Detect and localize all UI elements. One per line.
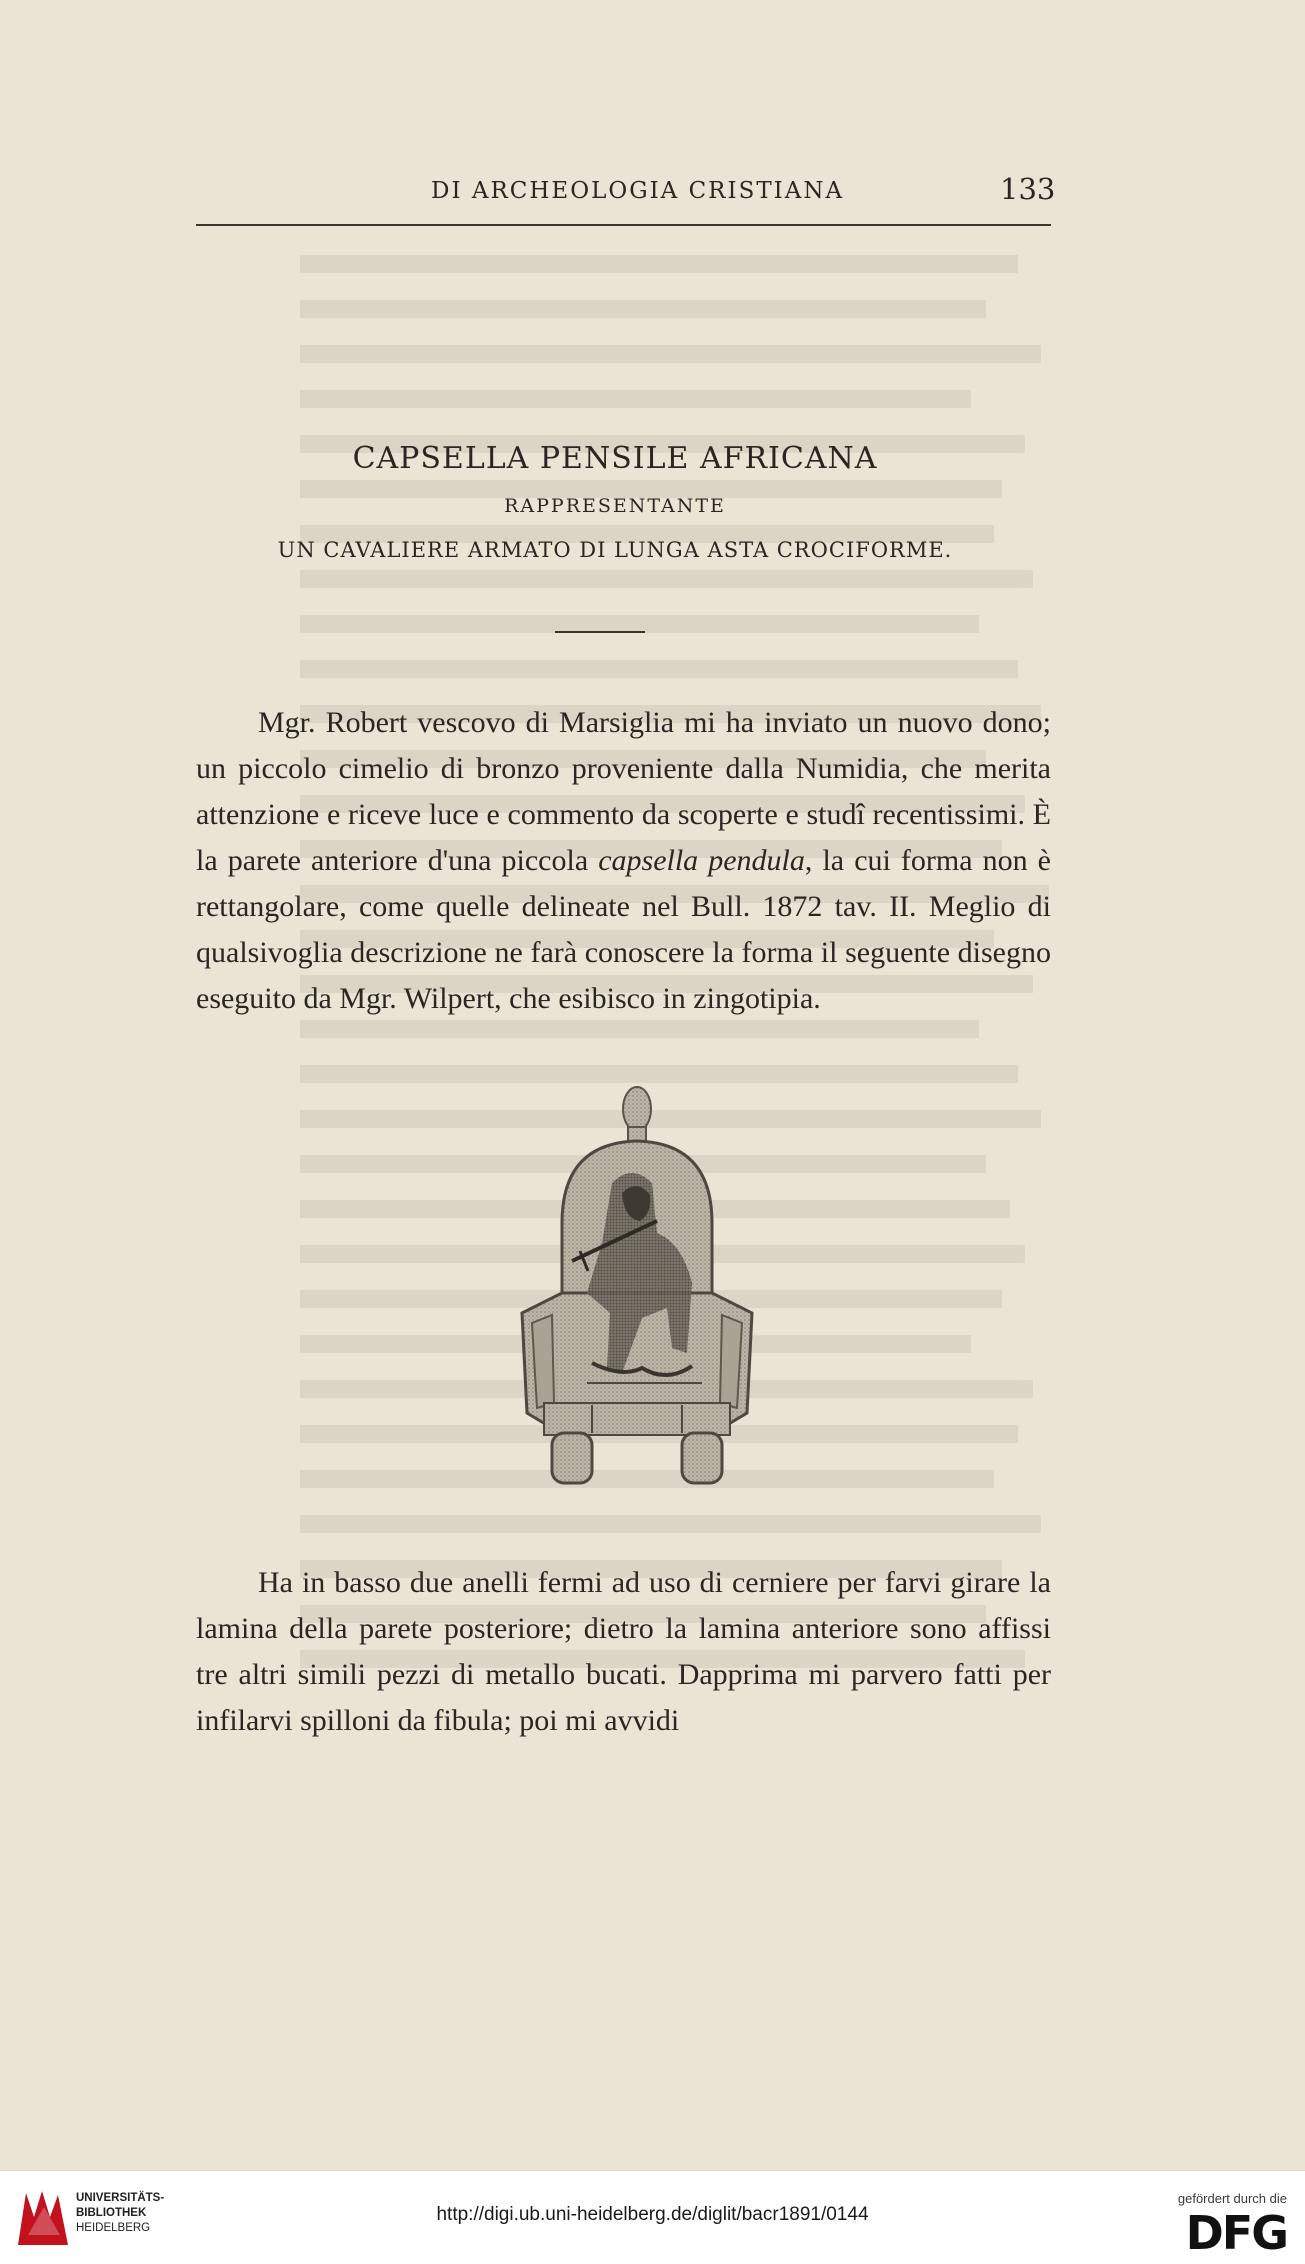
funded-by-label: gefördert durch die [1177,2191,1287,2206]
page-number: 133 [1000,172,1056,206]
dfg-logo: DFG [1185,2206,1287,2260]
library-name-line-2: BIBLIOTHEK [76,2207,147,2219]
bleed-through-text [300,0,1080,2100]
paragraph-1-text-b: , la cui forma non è rettangolare, come quelle delineate nel Bull. 1872 tav. II. Meglio di qualsivoglia descrizione ne farà conoscere la forma il seguente disegno eseguito da Mgr. Wilpert, che esibisco in zingotipia. [196,844,1051,1015]
title-rule [555,631,645,633]
capsella-illustration [492,1083,782,1503]
running-title: DI ARCHEOLOGIA CRISTIANA [431,178,845,204]
permalink-url[interactable]: http://digi.ub.uni-heidelberg.de/diglit/bacr1891/0144 [436,2204,869,2225]
paragraph-1-text-a: Mgr. Robert vescovo di Marsiglia mi ha inviato un nuovo dono; un piccolo cimelio di bronzo proveniente dalla Numidia, che merita attenzione e riceve luce e commento da scoperte e studî recentissimi. È la parete anteriore d'una piccola [196,706,1051,877]
paragraph-2: Ha in basso due anelli fermi ad uso di cerniere per farvi girare la lamina della parete posteriore; dietro la lamina anteriore sono affissi tre altri simili pezzi di metallo bucati. Dapprima mi parvero fatti per infilarvi spilloni da fibula; poi mi avvidi [196,1566,1051,1737]
article-subtitle: RAPPRESENTANTE [504,495,726,517]
paragraph-1 [196,700,1051,1022]
footer-bar [0,2170,1305,2264]
article-title: CAPSELLA PENSILE AFRICANA [352,441,878,476]
library-name-line-3: HEIDELBERG [76,2222,151,2234]
article-subtitle-2: UN CAVALIERE ARMATO DI LUNGA ASTA CROCIFORME. [277,538,953,562]
header-rule [196,224,1051,226]
paragraph-1-italic: capsella pendula [598,844,805,877]
library-name-line-1: UNIVERSITÄTS- [76,2192,165,2204]
